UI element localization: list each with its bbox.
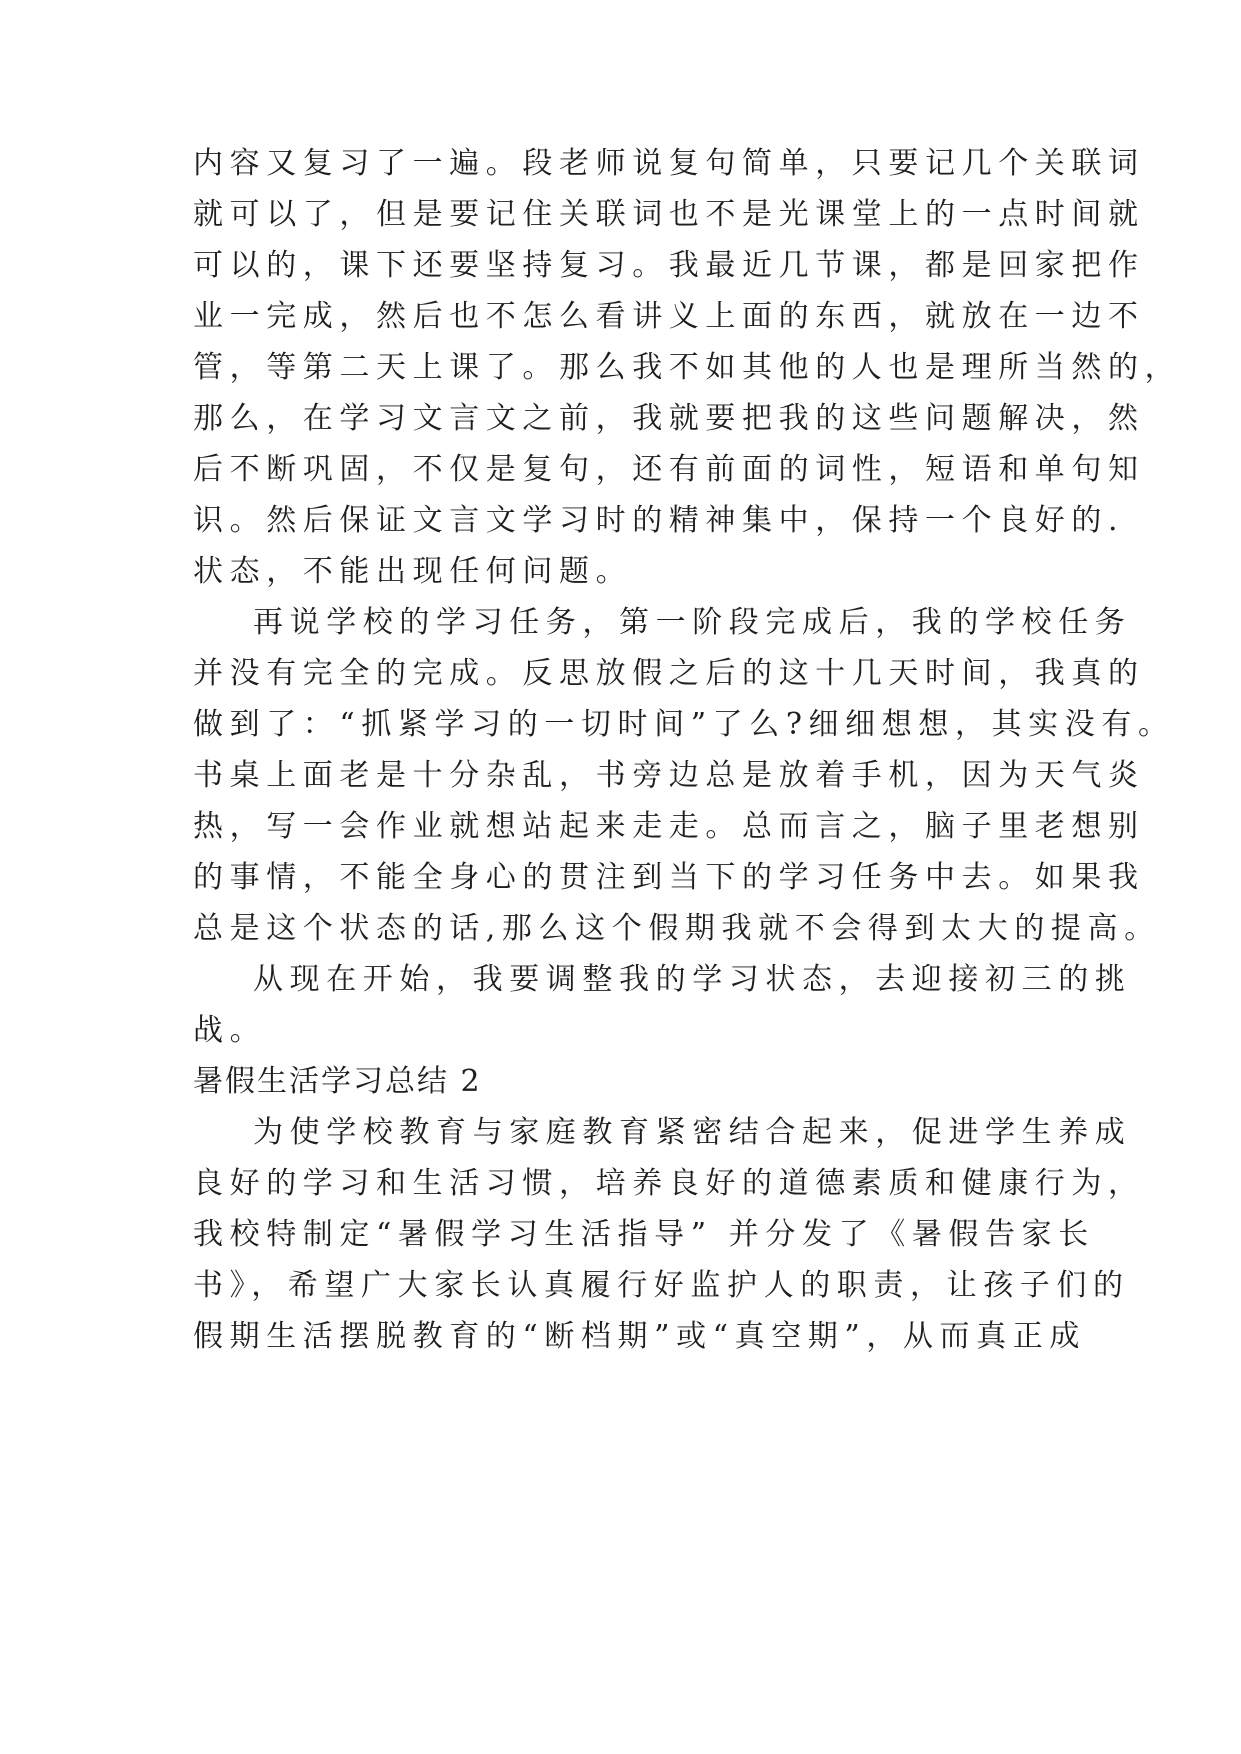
paragraph-4-line-3: 我校特制定“暑假学习生活指导” 并分发了《暑假告家长 [193, 1217, 1095, 1252]
paragraph-4-line-1: 为使学校教育与家庭教育紧密结合起来，促进学生养成 [253, 1115, 1132, 1150]
paragraph-3-line-2: 战。 [193, 1013, 267, 1048]
paragraph-2-line-7: 总是这个状态的话,那么这个假期我就不会得到太大的提高。 [193, 911, 1161, 946]
paragraph-4-line-5: 假期生活摆脱教育的“断档期”或“真空期”，从而真正成 [193, 1319, 1086, 1354]
paragraph-2-line-6: 的事情，不能全身心的贯注到当下的学习任务中去。如果我 [193, 860, 1145, 895]
paragraph-1-line-8: 识。然后保证文言文学习时的精神集中，保持一个良好的. [193, 503, 1125, 538]
paragraph-1-line-1: 内容又复习了一遍。段老师说复句简单，只要记几个关联词 [193, 146, 1145, 181]
paragraph-4-line-2: 良好的学习和生活习惯，培养良好的道德素质和健康行为， [193, 1166, 1145, 1201]
paragraph-2-line-5: 热，写一会作业就想站起来走走。总而言之，脑子里老想别 [193, 809, 1145, 844]
paragraph-1-line-3: 可以的，课下还要坚持复习。我最近几节课，都是回家把作 [193, 248, 1145, 283]
paragraph-3-line-1: 从现在开始，我要调整我的学习状态，去迎接初三的挑 [253, 962, 1132, 997]
paragraph-1-line-7: 后不断巩固，不仅是复句，还有前面的词性，短语和单句知 [193, 452, 1145, 487]
paragraph-2-line-1: 再说学校的学习任务，第一阶段完成后，我的学校任务 [253, 605, 1132, 640]
paragraph-1-line-6: 那么，在学习文言文之前，我就要把我的这些问题解决，然 [193, 401, 1145, 436]
paragraph-1-line-4: 业一完成，然后也不怎么看讲义上面的东西，就放在一边不 [193, 299, 1145, 334]
paragraph-2-line-4: 书桌上面老是十分杂乱，书旁边总是放着手机，因为天气炎 [193, 758, 1145, 793]
paragraph-1-line-9: 状态，不能出现任何问题。 [193, 554, 633, 589]
paragraph-2-line-3: 做到了：“抓紧学习的一切时间”了么?细细想想，其实没有。 [193, 707, 1175, 742]
paragraph-1-line-5: 管，等第二天上课了。那么我不如其他的人也是理所当然的， [193, 350, 1182, 385]
paragraph-1-line-2: 就可以了，但是要记住关联词也不是光课堂上的一点时间就 [193, 197, 1145, 232]
paragraph-2-line-2: 并没有完全的完成。反思放假之后的这十几天时间，我真的 [193, 656, 1145, 691]
paragraph-4-line-4: 书》，希望广大家长认真履行好监护人的职责，让孩子们的 [193, 1268, 1130, 1303]
section-heading: 暑假生活学习总结 2 [193, 1064, 482, 1099]
